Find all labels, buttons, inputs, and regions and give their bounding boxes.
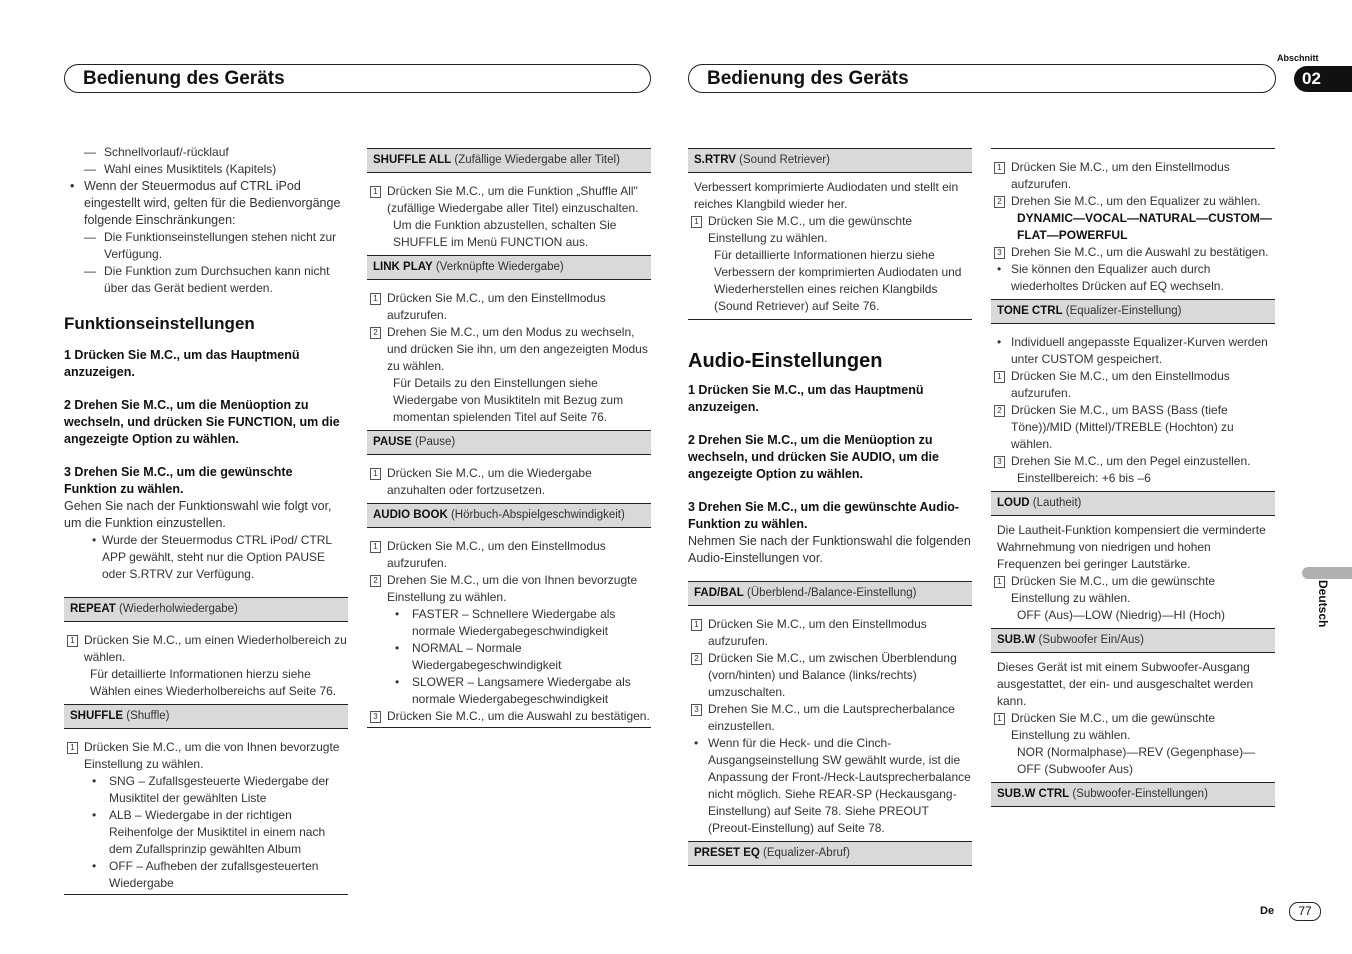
step: 1 Drücken Sie M.C., um die Wiedergabe anzuhalten oder fortzusetzen.	[367, 465, 651, 499]
list-item: — Schnellvorlauf/-rücklauf	[64, 144, 348, 161]
fad-bal-bar: FAD/BAL (Überblend-/Balance-Einstellung)	[688, 581, 972, 606]
step: 1 Drücken Sie M.C., um die gewünschte Einstellung zu wählen.	[991, 710, 1275, 744]
list-item: • SNG – Zufallsgesteuerte Wiedergabe der Musiktitel der gewählten Liste	[64, 773, 348, 807]
paragraph: DYNAMIC—VOCAL—NATURAL—CUSTOM—FLAT—POWERFUL	[1017, 211, 1272, 242]
page-number-text: 77	[1298, 904, 1312, 918]
column-4	[991, 148, 1275, 807]
list-item: — Die Funktionseinstellungen stehen nicht zur Verfügung.	[64, 229, 348, 263]
list-item: • Wurde der Steuermodus CTRL iPod/ CTRL APP gewählt, steht nur die Option PAUSE oder S.RTRV zur Verfügung.	[64, 532, 348, 583]
left-header-title: Bedienung des Geräts	[83, 68, 285, 89]
step: 1 Drücken Sie M.C., um einen Wiederholbereich zu wählen.	[64, 632, 348, 666]
list-item: • Individuell angepasste Equalizer-Kurven werden unter CUSTOM gespeichert.	[991, 334, 1275, 368]
step: 1 Drücken Sie M.C., um den Einstellmodus aufzurufen.	[991, 159, 1275, 193]
step: 3 Drehen Sie M.C., um die Lautsprecherbalance einzustellen.	[688, 701, 972, 735]
preset-eq-bar: PRESET EQ (Equalizer-Abruf)	[688, 841, 972, 866]
paragraph: Dieses Gerät ist mit einem Subwoofer-Ausgang ausgestattet, der ein- und ausgeschaltet werden kann.	[997, 660, 1254, 708]
step: 1 Drücken Sie M.C., um den Einstellmodus aufzurufen.	[367, 538, 651, 572]
paragraph: Nehmen Sie nach der Funktionswahl die folgenden Audio-Einstellungen vor.	[688, 534, 971, 565]
language-tab	[1302, 567, 1352, 579]
section-badge	[1294, 66, 1352, 92]
step: 2 Drehen Sie M.C., um die von Ihnen bevorzugte Einstellung zu wählen.	[367, 572, 651, 606]
section-heading: Funktionseinstellungen	[64, 314, 255, 333]
section-label: Abschnitt	[1277, 53, 1319, 63]
footer-lang: De	[1260, 905, 1275, 917]
step: 2 Drücken Sie M.C., um zwischen Überblendung (vorn/hinten) und Balance (links/rechts) umzuschalten.	[688, 650, 972, 701]
column-2	[367, 148, 651, 728]
shuffle-all-bar: SHUFFLE ALL (Zufällige Wiedergabe aller Titel)	[367, 148, 651, 173]
page-number	[1289, 902, 1321, 921]
list-item: • FASTER – Schnellere Wiedergabe als normale Wiedergabegeschwindigkeit	[367, 606, 651, 640]
section-heading: Audio-Einstellungen	[688, 350, 883, 372]
paragraph: OFF (Aus)—LOW (Niedrig)—HI (Hoch)	[1017, 608, 1226, 622]
list-item: • Sie können den Equalizer auch durch wiederholtes Drücken auf EQ wechseln.	[991, 261, 1275, 295]
shuffle-bar: SHUFFLE (Shuffle)	[64, 704, 348, 729]
step: 1 Drücken Sie M.C., um das Hauptmenü anzuzeigen.	[688, 383, 924, 414]
list-item: — Wahl eines Musiktitels (Kapitels)	[64, 161, 348, 178]
step: 1 Drücken Sie M.C., um die von Ihnen bevorzugte Einstellung zu wählen.	[64, 739, 348, 773]
step: 3 Drehen Sie M.C., um die Auswahl zu bestätigen.	[991, 244, 1275, 261]
top-rule	[991, 148, 1275, 149]
step: 2 Drehen Sie M.C., um die Menüoption zu wechseln, und drücken Sie FUNCTION, um die angezeigte Option zu wählen.	[64, 398, 340, 446]
column-3	[688, 148, 972, 866]
list-item: • OFF – Aufheben der zufallsgesteuerten Wiedergabe	[64, 858, 348, 895]
step: 1 Drücken Sie M.C., um die Funktion „Shuffle All" (zufällige Wiedergabe aller Titel) einzuschalten.	[367, 183, 651, 217]
list-item: • SLOWER – Langsamere Wiedergabe als normale Wiedergabegeschwindigkeit	[367, 674, 651, 708]
step: 1 Drücken Sie M.C., um die gewünschte Einstellung zu wählen.	[688, 213, 972, 247]
step: 2 Drehen Sie M.C., um den Modus zu wechseln, und drücken Sie ihn, um den angezeigten Modus zu wählen.	[367, 324, 651, 375]
list-item: • Wenn für die Heck- und die Cinch-Ausgangseinstellung SW gewählt wurde, ist die Anpassung der Front-/Heck-Lautsprecherbalance nicht möglich. Siehe REAR-SP (Heckausgang-Einstellung) auf Seite 78. Siehe PREOUT (Preout-Einstellung) auf Seite 78.	[688, 735, 972, 837]
pause-bar: PAUSE (Pause)	[367, 430, 651, 455]
right-header	[688, 64, 1276, 93]
right-header-title: Bedienung des Geräts	[707, 68, 909, 89]
step: 3 Drehen Sie M.C., um die gewünschte Audio-Funktion zu wählen.	[688, 500, 960, 531]
step: 2 Drehen Sie M.C., um den Equalizer zu wählen.	[991, 193, 1275, 210]
list-item: — Die Funktion zum Durchsuchen kann nicht über das Gerät bedient werden.	[64, 263, 348, 297]
paragraph: Gehen Sie nach der Funktionswahl wie folgt vor, um die Funktion einzustellen.	[64, 499, 332, 530]
list-item: • ALB – Wiedergabe in der richtigen Reihenfolge der Musiktitel in einem nach dem Zufallsprinzip gewählten Album	[64, 807, 348, 858]
sub-w-ctrl-bar: SUB.W CTRL (Subwoofer-Einstellungen)	[991, 782, 1275, 807]
left-header	[64, 64, 651, 93]
link-play-bar: LINK PLAY (Verknüpfte Wiedergabe)	[367, 255, 651, 280]
paragraph: Die Lautheit-Funktion kompensiert die verminderte Wahrnehmung von niedrigen und hohen Frequenzen bei geringer Lautstärke.	[997, 523, 1266, 571]
repeat-bar: REPEAT (Wiederholwiedergabe)	[64, 597, 348, 622]
paragraph: NOR (Normalphase)—REV (Gegenphase)—OFF (Subwoofer Aus)	[1017, 745, 1256, 776]
step: 1 Drücken Sie M.C., um die gewünschte Einstellung zu wählen.	[991, 573, 1275, 607]
paragraph: Einstellbereich: +6 bis –6	[1017, 471, 1151, 485]
column-1	[64, 144, 348, 895]
step: 3 Drehen Sie M.C., um den Pegel einzustellen.	[991, 453, 1275, 470]
step: 2 Drücken Sie M.C., um BASS (Bass (tiefe Töne))/MID (Mittel)/TREBLE (Hochton) zu wählen.	[991, 402, 1275, 453]
s-rtrv-bar: S.RTRV (Sound Retriever)	[688, 148, 972, 173]
step: 1 Drücken Sie M.C., um den Einstellmodus aufzurufen.	[688, 616, 972, 650]
paragraph: Für Details zu den Einstellungen siehe Wiedergabe von Musiktiteln mit Bezug zum momentan spielenden Titel auf Seite 76.	[393, 376, 624, 424]
step: 2 Drehen Sie M.C., um die Menüoption zu wechseln, und drücken Sie AUDIO, um die angezeigte Option zu wählen.	[688, 433, 939, 481]
step: 1 Drücken Sie M.C., um den Einstellmodus aufzurufen.	[367, 290, 651, 324]
paragraph: Für detaillierte Informationen hierzu siehe Verbessern der komprimierten Audiodaten und Wiederherstellen eines reichen Klangbilds (Sound Retriever) auf Seite 76.	[688, 247, 972, 320]
section-number: 02	[1302, 69, 1321, 88]
audio-book-bar: AUDIO BOOK (Hörbuch-Abspielgeschwindigkeit)	[367, 503, 651, 528]
paragraph: Für detaillierte Informationen hierzu siehe Wählen eines Wiederholbereichs auf Seite 76.	[90, 667, 337, 698]
tone-ctrl-bar: TONE CTRL (Equalizer-Einstellung)	[991, 299, 1275, 324]
loud-bar: LOUD (Lautheit)	[991, 491, 1275, 516]
step: 3 Drehen Sie M.C., um die gewünschte Funktion zu wählen.	[64, 465, 293, 496]
step: 1 Drücken Sie M.C., um den Einstellmodus aufzurufen.	[991, 368, 1275, 402]
step: 1 Drücken Sie M.C., um das Hauptmenü anzuzeigen.	[64, 348, 300, 379]
step: 3 Drücken Sie M.C., um die Auswahl zu bestätigen.	[367, 708, 651, 728]
sub-w-bar: SUB.W (Subwoofer Ein/Aus)	[991, 628, 1275, 653]
list-item: • Wenn der Steuermodus auf CTRL iPod eingestellt wird, gelten für die Bedienvorgänge folgende Einschränkungen:	[64, 178, 348, 229]
paragraph: Verbessert komprimierte Audiodaten und stellt ein reiches Klangbild wieder her.	[694, 180, 959, 211]
paragraph: Um die Funktion abzustellen, schalten Sie SHUFFLE im Menü FUNCTION aus.	[393, 218, 617, 249]
list-item: • NORMAL – Normale Wiedergabegeschwindigkeit	[367, 640, 651, 674]
language-side-label: Deutsch	[1316, 580, 1330, 628]
